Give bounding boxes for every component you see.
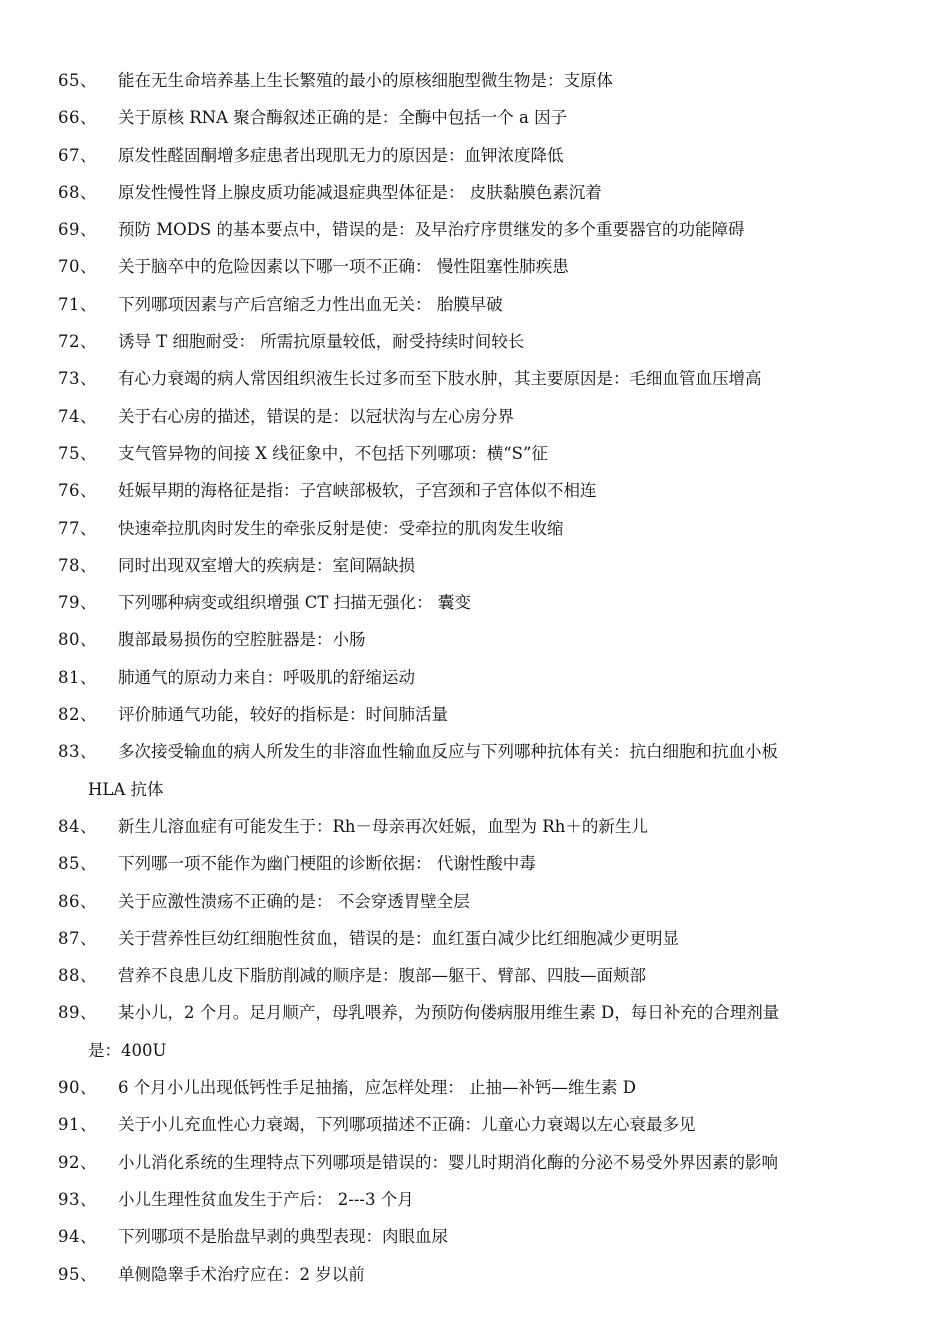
item-number: 89、 [58, 1003, 97, 1023]
item-text: 新生儿溶血症有可能发生于：Rh－母亲再次妊娠，血型为 Rh＋的新生儿 [118, 816, 648, 836]
item-number: 76、 [58, 481, 97, 501]
list-item [58, 696, 898, 733]
list-item [58, 99, 898, 136]
item-text: 多次接受输血的病人所发生的非溶血性输血反应与下列哪种抗体有关：抗白细胞和抗血小板 [118, 742, 778, 762]
item-text: 下列哪一项不能作为幽门梗阻的诊断依据： 代谢性酸中毒 [118, 854, 536, 874]
item-text: 下列哪项因素与产后宫缩乏力性出血无关： 胎膜早破 [118, 294, 503, 314]
list-item [58, 1218, 898, 1255]
item-text: 关于应激性溃疡不正确的是： 不会穿透胃壁全层 [118, 891, 470, 911]
list-item [58, 845, 898, 882]
item-text: 原发性慢性肾上腺皮质功能减退症典型体征是： 皮肤黏膜色素沉着 [118, 182, 602, 202]
list-item [58, 1181, 898, 1218]
list-item [58, 584, 898, 621]
item-text: 肺通气的原动力来自：呼吸肌的舒缩运动 [118, 667, 415, 687]
item-number: 78、 [58, 555, 97, 575]
list-item [58, 398, 898, 435]
list-item [58, 510, 898, 547]
item-number: 80、 [58, 630, 97, 650]
item-text: 预防 MODS 的基本要点中，错误的是：及早治疗序贯继发的多个重要器官的功能障碍 [118, 220, 745, 240]
list-item [58, 1144, 898, 1181]
item-text: 某小儿，2 个月。足月顺产，母乳喂养，为预防佝偻病服用维生素 D，每日补充的合理剂量 [118, 1003, 780, 1023]
list-item [58, 883, 898, 920]
list-item [58, 360, 898, 397]
list-item [58, 174, 898, 211]
list-item [58, 547, 898, 584]
item-number: 79、 [58, 593, 97, 613]
item-text: 评价肺通气功能，较好的指标是：时间肺活量 [118, 705, 448, 725]
item-number: 94、 [58, 1227, 97, 1247]
item-number: 87、 [58, 928, 97, 948]
list-item [58, 994, 898, 1069]
item-number: 95、 [58, 1264, 97, 1284]
list-item [58, 286, 898, 323]
item-text: 小儿消化系统的生理特点下列哪项是错误的：婴儿时期消化酶的分泌不易受外界因素的影响 [118, 1152, 778, 1172]
item-number: 85、 [58, 854, 97, 874]
list-item [58, 248, 898, 285]
list-item [58, 808, 898, 845]
list-item [58, 323, 898, 360]
item-text-continuation: 是：400U [88, 1040, 167, 1060]
item-number: 72、 [58, 332, 97, 352]
item-number: 82、 [58, 705, 97, 725]
item-number: 84、 [58, 816, 97, 836]
item-text: 腹部最易损伤的空腔脏器是：小肠 [118, 630, 366, 650]
item-number: 92、 [58, 1152, 97, 1172]
list-item [58, 62, 898, 99]
item-number: 93、 [58, 1189, 97, 1209]
list-item [58, 472, 898, 509]
item-number: 74、 [58, 406, 97, 426]
item-number: 66、 [58, 108, 97, 128]
item-text: 关于营养性巨幼红细胞性贫血，错误的是：血红蛋白减少比红细胞减少更明显 [118, 928, 679, 948]
list-item [58, 920, 898, 957]
list-item [58, 211, 898, 248]
item-text: 6 个月小儿出现低钙性手足抽搐，应怎样处理： 止抽—补钙—维生素 D [118, 1078, 636, 1098]
item-text: 同时出现双室增大的疾病是：室间隔缺损 [118, 555, 415, 575]
item-text: 诱导 T 细胞耐受： 所需抗原量较低，耐受持续时间较长 [118, 332, 525, 352]
item-number: 71、 [58, 294, 97, 314]
item-text: 能在无生命培养基上生长繁殖的最小的原核细胞型微生物是：支原体 [118, 71, 613, 90]
item-text: 下列哪项不是胎盘早剥的典型表现：肉眼血尿 [118, 1227, 448, 1247]
item-number: 88、 [58, 966, 97, 986]
item-text: 下列哪种病变或组织增强 CT 扫描无强化： 囊变 [118, 593, 471, 613]
item-number: 83、 [58, 742, 97, 762]
item-text: 支气管异物的间接 X 线征象中，不包括下列哪项：横“S”征 [118, 443, 548, 463]
item-number: 73、 [58, 369, 97, 389]
list-item [58, 1069, 898, 1106]
list-item [58, 659, 898, 696]
item-number: 90、 [58, 1078, 97, 1098]
item-number: 65、 [58, 71, 97, 90]
item-text: 原发性醛固酮增多症患者出现肌无力的原因是：血钾浓度降低 [118, 145, 564, 165]
question-list [58, 62, 898, 1293]
list-item [58, 137, 898, 174]
item-text: 关于脑卒中的危险因素以下哪一项不正确： 慢性阻塞性肺疾患 [118, 257, 569, 277]
item-text: 关于原核 RNA 聚合酶叙述正确的是：全酶中包括一个 a 因子 [118, 108, 568, 128]
item-text: 营养不良患儿皮下脂肪削减的顺序是：腹部—躯干、臂部、四肢—面颊部 [118, 966, 646, 986]
item-number: 70、 [58, 257, 97, 277]
item-text: 单侧隐睾手术治疗应在：2 岁以前 [118, 1264, 365, 1284]
item-number: 91、 [58, 1115, 97, 1135]
item-number: 67、 [58, 145, 97, 165]
item-number: 77、 [58, 518, 97, 538]
item-text: 关于小儿充血性心力衰竭，下列哪项描述不正确：儿童心力衰竭以左心衰最多见 [118, 1115, 696, 1135]
list-item [58, 1106, 898, 1143]
item-text: 快速牵拉肌肉时发生的牵张反射是使：受牵拉的肌肉发生收缩 [118, 518, 564, 538]
item-text-continuation: HLA 抗体 [88, 779, 164, 799]
item-text: 妊娠早期的海格征是指：子宫峡部极软，子宫颈和子宫体似不相连 [118, 481, 597, 501]
item-number: 69、 [58, 220, 97, 240]
item-text: 有心力衰竭的病人常因组织液生长过多而至下肢水肿，其主要原因是：毛细血管血压增高 [118, 369, 762, 389]
item-number: 68、 [58, 182, 97, 202]
list-item [58, 435, 898, 472]
list-item [58, 957, 898, 994]
item-text: 关于右心房的描述，错误的是：以冠状沟与左心房分界 [118, 406, 514, 426]
list-item [58, 733, 898, 808]
list-item [58, 621, 898, 658]
item-number: 75、 [58, 443, 97, 463]
list-item [58, 1256, 898, 1293]
item-text: 小儿生理性贫血发生于产后： 2---3 个月 [118, 1189, 414, 1209]
item-number: 81、 [58, 667, 97, 687]
item-number: 86、 [58, 891, 97, 911]
